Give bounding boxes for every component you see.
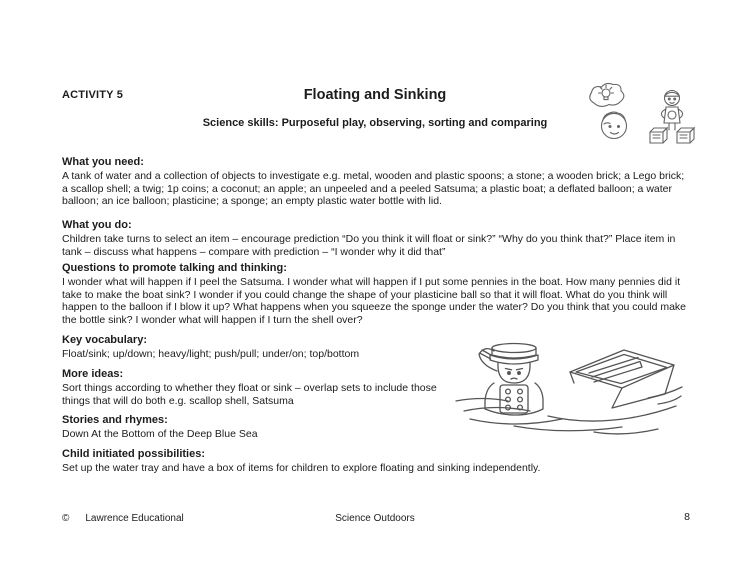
section-body: Children take turns to select an item – encourage prediction “Do you think it will float or sink?” “Why do you think that?” Place item in tank – discuss what happens – compare with prediction – “I wonder why it did that” [62, 233, 676, 258]
section-body: Sort things according to whether they float or sink – overlap sets to include those things that will do both e.g. scallop shell, Satsuma [62, 382, 437, 407]
copyright-icon: © [62, 513, 70, 524]
section-body: Set up the water tray and have a box of items for children to explore floating and sinking independently. [62, 462, 541, 474]
page-title: Floating and Sinking [303, 87, 447, 103]
page-subtitle: Science skills: Purposeful play, observing, sorting and comparing [202, 117, 548, 129]
section-heading: Stories and rhymes: [62, 414, 168, 426]
section-heading: What you need: [62, 156, 144, 168]
activity-label: ACTIVITY 5 [62, 89, 124, 101]
section-what-you-need [62, 156, 690, 208]
section-heading: Child initiated possibilities: [62, 448, 206, 460]
publisher-name: Lawrence Educational [85, 513, 184, 524]
section-body: A tank of water and a collection of objects to investigate e.g. metal, wooden and plastic spoons; a stone; a wooden brick; a Lego brick; a scallop shell; a twig; 1p coins; a coconut; an apple; an unpeeled and a peeled Satsuma; a plastic boat; a deflated balloon; a water balloon; an ice balloon; plasticine; a sponge; an empty plastic water bottle with lid. [62, 170, 685, 207]
section-heading: More ideas: [62, 368, 124, 380]
section-heading: Key vocabulary: [62, 334, 147, 346]
section-child-initiated [62, 448, 690, 475]
section-heading: Questions to promote talking and thinking: [62, 262, 287, 274]
page-number: 8 [684, 511, 690, 523]
footer-series-title: Science Outdoors [335, 513, 415, 524]
section-questions [62, 262, 690, 326]
section-body: Down At the Bottom of the Deep Blue Sea [62, 428, 258, 440]
child-with-blocks-icon [647, 86, 697, 146]
thinking-child-icon [584, 82, 636, 142]
sailor-sinking-boat-illustration [452, 340, 687, 440]
section-body: I wonder what will happen if I peel the Satsuma. I wonder what will happen if I put some pennies in the boat. How many pennies did it take to make the boat sink? I wonder if you could change the shape of your plasticine ball so that it will float. What do you think will happen to the balloon if I blow it up? What happens when you squeeze the sponge under the water? Do you think that you could make the bottle sink? I wonder what will happen if I turn the shell over? [62, 276, 687, 326]
section-what-you-do [62, 219, 690, 258]
section-heading: What you do: [62, 219, 132, 231]
section-body: Float/sink; up/down; heavy/light; push/pull; under/on; top/bottom [62, 348, 360, 360]
